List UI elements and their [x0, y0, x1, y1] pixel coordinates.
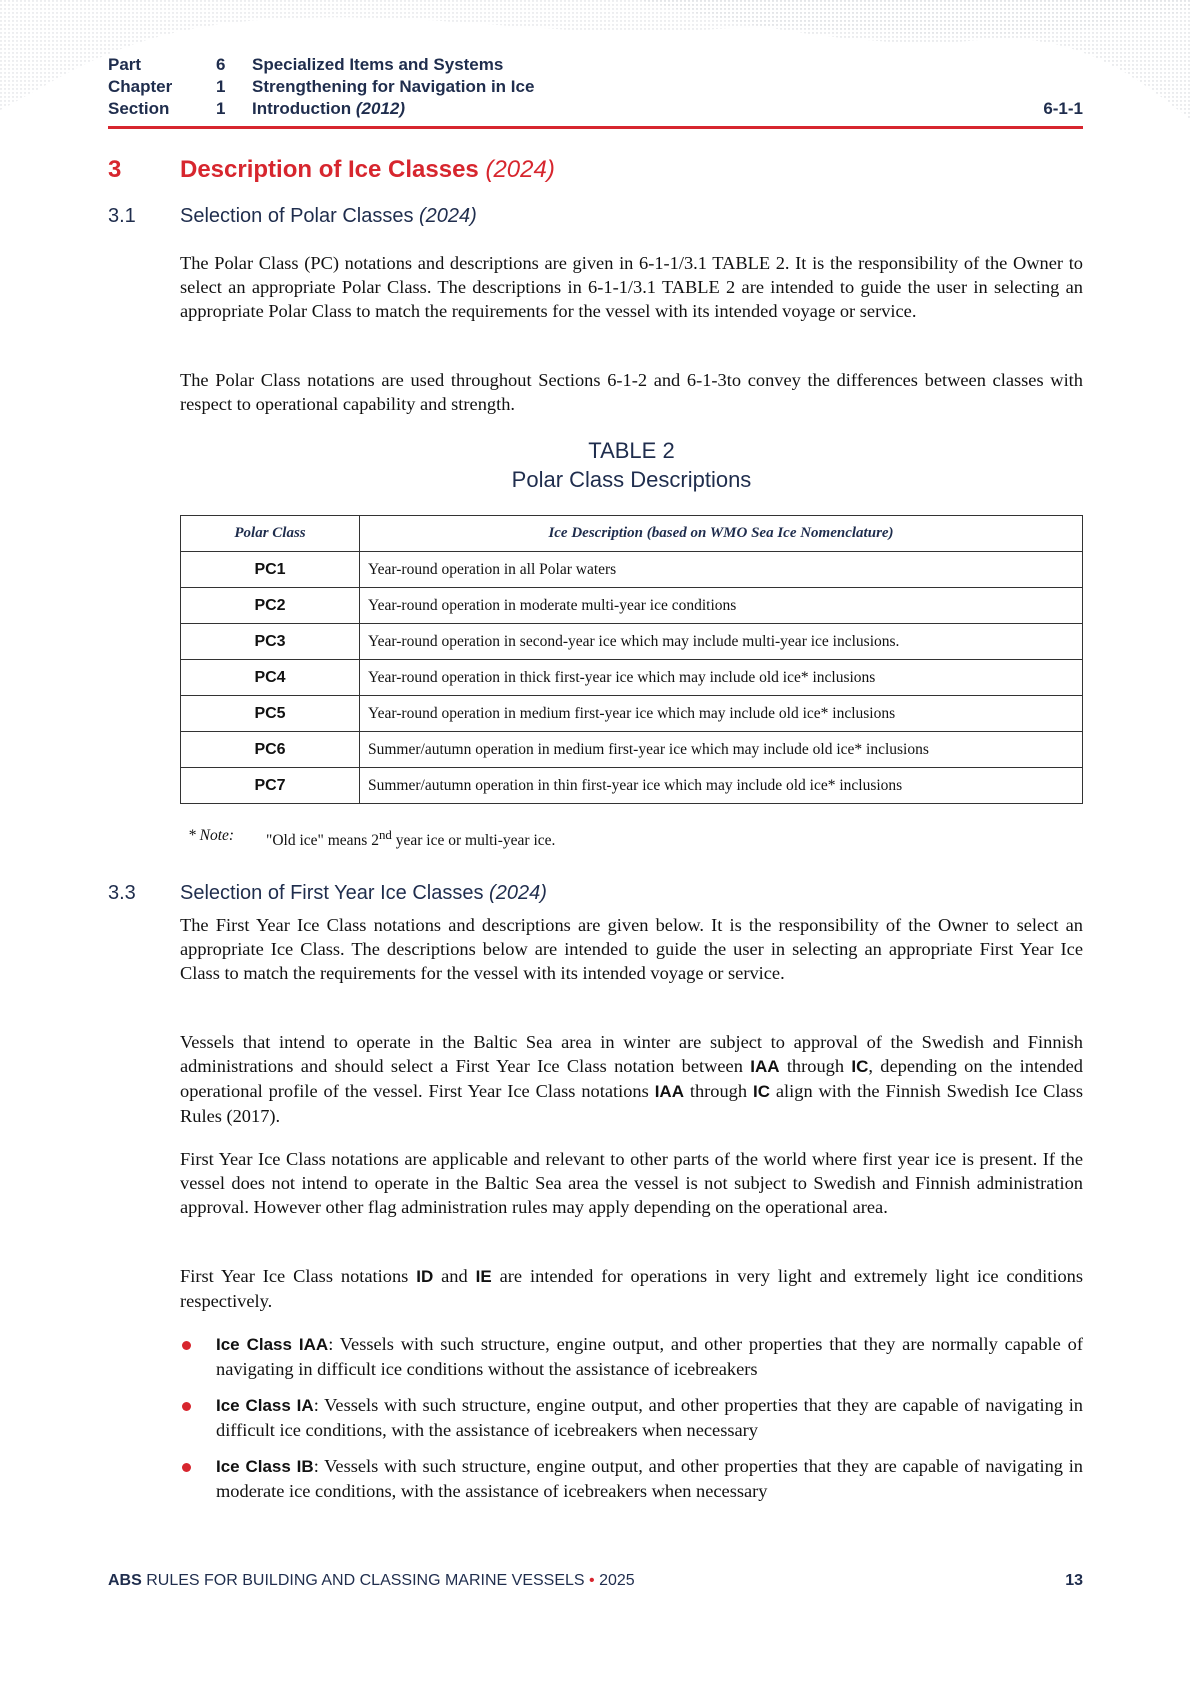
section-title-text: Introduction — [252, 99, 352, 118]
text-run: Vessels that intend to operate in the Baltic Sea area in winter are subject to approval of the Swedish and Finnish administrations and should select a First Year Ice Class notation between — [180, 1032, 1083, 1076]
list-item — [180, 1332, 1083, 1381]
part-number: 6 — [216, 55, 226, 74]
list-item — [180, 1454, 1083, 1503]
list-item-text: : Vessels with such structure, engine output, and other properties that they are capable of navigating in moderate ice conditions, with the assistance of icebreakers when necessary — [216, 1456, 1083, 1501]
note-label: * Note: — [188, 827, 235, 844]
ice-description-cell: Year-round operation in moderate multi-year ice conditions — [360, 588, 1083, 624]
class-notation: IE — [475, 1267, 492, 1286]
heading-title-text: Selection of First Year Ice Classes — [180, 882, 484, 904]
text-run: through — [779, 1056, 852, 1076]
column-header-ice-description: Ice Description (based on WMO Sea Ice Nomenclature) — [360, 516, 1083, 552]
ice-class-list — [180, 1332, 1083, 1515]
paragraph: The Polar Class (PC) notations and descriptions are given in 6-1-1/3.1 TABLE 2. It is the responsibility of the Owner to select an appropriate Polar Class. The descriptions in 6-1-1/3.1 TABLE 2 are intended to guide the user in selecting an appropriate Polar Class to match the requirements for the vessel with its intended voyage or service. — [180, 253, 1083, 321]
table-row — [181, 732, 1083, 768]
section-title — [252, 98, 405, 120]
class-notation: IAA — [750, 1057, 780, 1076]
list-item — [180, 1393, 1083, 1442]
table-title: Polar Class Descriptions — [511, 467, 752, 492]
polar-class-table — [180, 515, 1083, 804]
polar-class-cell: PC1 — [181, 552, 360, 588]
page-header — [108, 54, 1083, 120]
heading-title — [180, 156, 555, 184]
footer-brand: ABS — [108, 1572, 142, 1589]
paragraph: The First Year Ice Class notations and descriptions are given below. It is the responsibility of the Owner to select an appropriate Ice Class. The descriptions below are intended to guide the user in selecting an appropriate First Year Ice Class to match the requirements for the vessel with its intended voyage or service. — [180, 915, 1083, 983]
table-row — [181, 768, 1083, 804]
section-year: (2012) — [355, 99, 406, 118]
heading-number: 3.3 — [108, 882, 136, 904]
polar-class-cell: PC7 — [181, 768, 360, 804]
footer-year: 2025 — [599, 1572, 635, 1589]
bullet-icon — [182, 1402, 191, 1411]
section-number: 1 — [216, 99, 226, 118]
heading-year: (2024) — [485, 156, 555, 183]
chapter-number: 1 — [216, 77, 226, 96]
heading-number: 3.1 — [108, 205, 136, 227]
bullet-icon — [182, 1463, 191, 1472]
note-superscript: nd — [378, 827, 392, 842]
section-reference: 6-1-1 — [1043, 99, 1083, 118]
note-text — [266, 827, 555, 850]
ice-description-cell: Summer/autumn operation in medium first-year ice which may include old ice* inclusions — [360, 732, 1083, 768]
heading-year: (2024) — [419, 205, 477, 227]
ice-description-cell: Year-round operation in thick first-year ice which may include old ice* inclusions — [360, 660, 1083, 696]
text-run: through — [683, 1081, 753, 1101]
class-notation: IC — [752, 1082, 770, 1101]
text-run: and — [433, 1266, 476, 1286]
section-label: Section — [108, 99, 170, 118]
heading-title — [180, 205, 477, 228]
table-header-row — [181, 516, 1083, 552]
class-notation: IC — [851, 1057, 869, 1076]
bullet-icon — [182, 1341, 191, 1350]
list-item-text: : Vessels with such structure, engine output, and other properties that they are normally capable of navigating in difficult ice conditions without the assistance of icebreakers — [216, 1334, 1083, 1379]
part-title: Specialized Items and Systems — [252, 55, 504, 74]
list-item-term: Ice Class IB — [216, 1457, 314, 1476]
class-notation: IAA — [654, 1082, 684, 1101]
text-run: align with the Finnish Swedish Ice Class Rules (2017). — [180, 1081, 1083, 1126]
list-item-term: Ice Class IA — [216, 1396, 314, 1415]
polar-class-cell: PC5 — [181, 696, 360, 732]
ice-description-cell: Summer/autumn operation in thin first-year ice which may include old ice* inclusions — [360, 768, 1083, 804]
ice-description-cell: Year-round operation in all Polar waters — [360, 552, 1083, 588]
column-header-polar-class: Polar Class — [181, 516, 360, 552]
text-run: First Year Ice Class notations — [180, 1266, 417, 1286]
table-row — [181, 696, 1083, 732]
class-notation: ID — [416, 1267, 434, 1286]
list-item-term: Ice Class IAA — [216, 1335, 329, 1354]
paragraph: First Year Ice Class notations are applicable and relevant to other parts of the world where first year ice is present. If the vessel does not intend to operate in the Baltic Sea area the vessel is not subject to Swedish and Finnish administration approval. However other flag administration rules may apply depending on the operational area. — [180, 1149, 1083, 1217]
chapter-title: Strengthening for Navigation in Ice — [252, 77, 535, 96]
heading-year: (2024) — [489, 882, 547, 904]
heading-title-text: Description of Ice Classes — [180, 156, 479, 183]
ice-description-cell: Year-round operation in second-year ice which may include multi-year ice inclusions. — [360, 624, 1083, 660]
paragraph: The Polar Class notations are used throughout Sections 6-1-2 and 6-1-3to convey the differences between classes with respect to operational capability and strength. — [180, 370, 1083, 414]
polar-class-cell: PC4 — [181, 660, 360, 696]
header-rule — [108, 126, 1083, 129]
table-label: TABLE 2 — [588, 438, 675, 463]
list-item-text: : Vessels with such structure, engine output, and other properties that they are capable of navigating in difficult ice conditions, with the assistance of icebreakers when necessary — [216, 1395, 1083, 1440]
part-label: Part — [108, 55, 142, 74]
heading-title — [180, 882, 547, 905]
paragraph — [180, 1030, 1083, 1128]
note-text-post: year ice or multi-year ice. — [391, 832, 556, 850]
heading-number: 3 — [108, 156, 122, 183]
polar-class-cell: PC6 — [181, 732, 360, 768]
polar-class-cell: PC2 — [181, 588, 360, 624]
page-number: 13 — [1065, 1572, 1083, 1589]
heading-title-text: Selection of Polar Classes — [180, 205, 414, 227]
table-row — [181, 552, 1083, 588]
table-row — [181, 588, 1083, 624]
paragraph — [180, 1264, 1083, 1313]
footer-title: RULES FOR BUILDING AND CLASSING MARINE VESSELS — [146, 1572, 585, 1589]
table-row — [181, 624, 1083, 660]
text-run: are intended for operations in very light and extremely light ice conditions respectively. — [180, 1266, 1084, 1311]
polar-class-cell: PC3 — [181, 624, 360, 660]
note-text-pre: "Old ice" means 2 — [266, 832, 379, 850]
text-run: , depending on the intended operational profile of the vessel. First Year Ice Class notations — [180, 1056, 1083, 1101]
chapter-label: Chapter — [108, 77, 173, 96]
ice-description-cell: Year-round operation in medium first-year ice which may include old ice* inclusions — [360, 696, 1083, 732]
table-row — [181, 660, 1083, 696]
footer-separator: • — [589, 1572, 595, 1589]
page-footer — [108, 1572, 1083, 1590]
table-note — [188, 827, 556, 850]
